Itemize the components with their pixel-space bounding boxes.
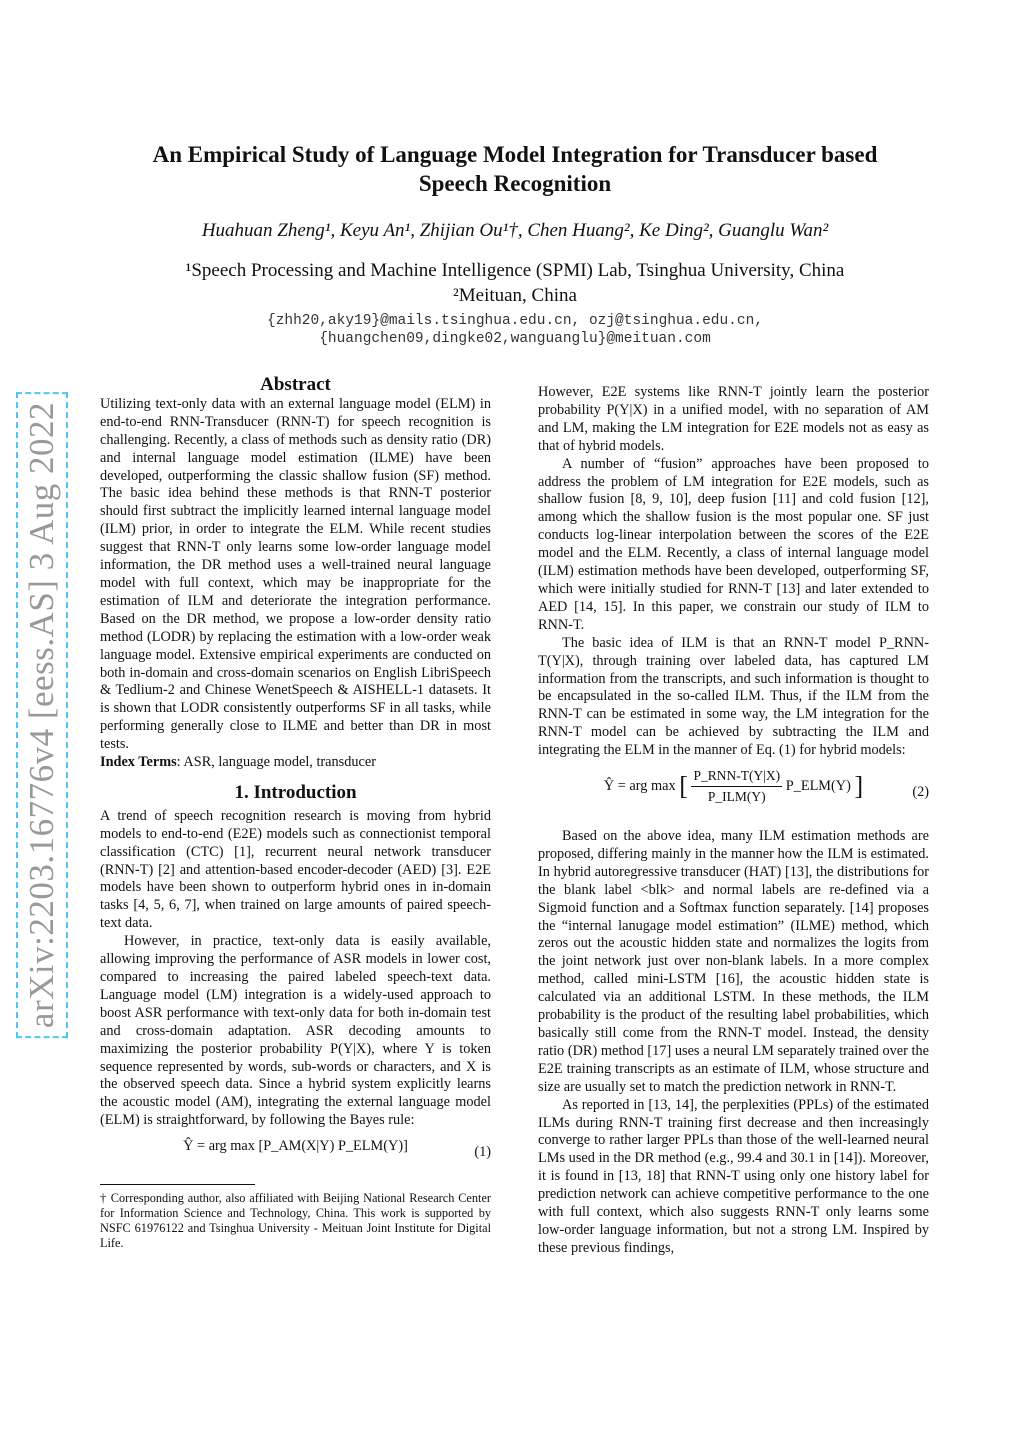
right-paragraph-5: As reported in [13, 14], the perplexities (PPLs) of the estimated ILMs during RNN-T training first decrease and then increasingly converge to rather larger PPLs than those of the well-learned neural LMs used in the DR method (e.g., 99.4 and 30.1 in [14]). Moreover, it is found in [13, 18] that RNN-T using only one history label for prediction network can achieve competitive performance to the one with full context, which also suggests RNN-T only learns some low-order language information, but not a strong LM. Inspired by these previous findings,: [538, 1096, 929, 1256]
footnote: † Corresponding author, also affiliated with Beijing National Research Center for Information Science and Technology, China. This work is supported by NSFC 61976122 and Tsinghua University - Meituan Joint Institute for Digital Life.: [100, 1191, 491, 1251]
title-line-2: Speech Recognition: [418, 171, 612, 196]
equation-2-lhs: Ŷ = arg max: [603, 777, 676, 794]
equation-1: [100, 1136, 491, 1170]
paper-title: [100, 140, 930, 198]
authors: Huahuan Zheng¹, Keyu An¹, Zhijian Ou¹†, Chen Huang², Ke Ding², Guanglu Wan²: [201, 220, 829, 241]
abstract-heading: Abstract: [260, 374, 331, 395]
right-paragraph-1: However, E2E systems like RNN-T jointly learn the posterior probability P(Y|X) in a unified model, with no separation of AM and LM, making the LM integration for E2E models not as easy as that of hybrid models.: [538, 384, 929, 454]
title-line-1: An Empirical Study of Language Model Integration for Transducer based: [152, 142, 878, 167]
introduction-heading: 1. Introduction: [234, 781, 357, 803]
affiliation-1: ¹Speech Processing and Machine Intelligence (SPMI) Lab, Tsinghua University, China: [185, 260, 845, 281]
email-line-1: {zhh20,aky19}@mails.tsinghua.edu.cn, ozj@tsinghua.edu.cn,: [267, 313, 763, 329]
right-paragraph-4: Based on the above idea, many ILM estimation methods are proposed, differing mainly in the manner how the ILM is estimated. In hybrid autoregressive transducer (HAT) [13], the distributions for the blank label <blk> and normal labels are re-defined via a Sigmoid function and a Softmax function separately. [14] proposes the “internal lanugage model estimation” (ILME) method, which zeros out the acoustic hidden state and normalizes the logits from the joint network just over non-blank labels. In a more complex method, called mini-LSTM [16], the acoustic hidden state is calculated via an additional LSTM. In these methods, the ILM probability is the product of the resulting label probabilities, which basically still come from the RNN-T model. Instead, the density ratio (DR) method [17] uses a neural LM separately trained over the E2E training transcripts as an estimate of ILM, whose structure and size are usually set to match the prediction network in RNN-T.: [538, 828, 929, 1095]
index-terms-text: : ASR, language model, transducer: [176, 754, 376, 771]
right-column: [538, 384, 929, 1258]
intro-paragraph-1: A trend of speech recognition research is moving from hybrid models to end-to-end (E2E) models such as connectionist temporal classification (CTC) [1], recurrent neural network transducer (RNN-T) [2] and attention-based encoder-decoder (AED) [3]. E2E models have been shown to outperform hybrid ones in in-domain tasks [4, 5, 6, 7], when trained on large amounts of paired speech-text data.: [100, 807, 491, 932]
footnote-rule: [100, 1184, 255, 1185]
affiliation-2: ²Meituan, China: [453, 285, 577, 306]
arxiv-id[interactable]: arXiv:2203.16776v4 [eess.AS] 3 Aug 2022: [22, 398, 62, 1032]
right-paragraph-3: The basic idea of ILM is that an RNN-T model P_RNN-T(Y|X), through training over labeled data, has captured LM information from the transcripts, and such information is thought to be encapsulated in the so-called ILM. Thus, if the ILM from the RNN-T can be estimated in some way, the LM integration for the RNN-T model can be achieved by subtracting the ILM and integrating the ELM in the manner of Eq. (1) for hybrid models:: [538, 634, 929, 759]
equation-2-fraction: [691, 766, 782, 807]
left-column: [100, 376, 491, 1251]
equation-1-expr: Ŷ = arg max [P_AM(X|Y) P_ELM(Y)]: [183, 1138, 408, 1155]
email-line-2: {huangchen09,dingke02,wanguanglu}@meituan.com: [319, 331, 711, 347]
equation-2-numerator: P_RNN-T(Y|X): [691, 766, 782, 787]
equation-2-expr: Ŷ = arg max [ $\frac{\text{P\_RNN-T(Y|X)}}{\text{P\_ILM(Y)}}$ P_ELM(Y) ]: [604, 766, 863, 807]
equation-2-rhs: P_ELM(Y): [785, 777, 851, 794]
equation-1-number: (1): [474, 1144, 491, 1161]
equation-2: [538, 766, 929, 818]
arxiv-stamp: [16, 401, 68, 1029]
index-terms: [100, 754, 491, 772]
index-terms-label: Index Terms: [100, 754, 177, 771]
right-paragraph-2: A number of “fusion” approaches have been proposed to address the problem of LM integration for E2E models, such as shallow fusion [8, 9, 10], deep fusion [11] and cold fusion [12], among which the shallow fusion is the most popular one. SF just conducts log-linear interpolation between the scores of the E2E model and the ELM. Recently, a class of internal language model (ILM) estimation methods have been developed, outperforming SF, which were initially studied for RNN-T [13] and later extended to AED [14, 15]. In this paper, we constrain our study of ILM to RNN-T.: [538, 455, 929, 633]
intro-paragraph-2: However, in practice, text-only data is easily available, allowing improving the performance of ASR models in lower cost, compared to increasing the paired labeled speech-text data. Language model (LM) integration is a widely-used approach to boost ASR performance with text-only data for both in-domain test and cross-domain adaptation. ASR decoding amounts to maximizing the posterior probability P(Y|X), where Y is token sequence represented by words, sub-words or characters, and X is the observed speech data. Since a hybrid system explicitly learns the acoustic model (AM), integrating the external language model (ELM) is straightforward, by following the Bayes rule:: [100, 933, 491, 1129]
equation-2-number: (2): [912, 784, 929, 801]
equation-2-denominator: P_ILM(Y): [707, 789, 766, 805]
abstract-text: Utilizing text-only data with an external language model (ELM) in end-to-end RNN-Transducer (RNN-T) for speech recognition is challenging. Recently, a class of methods such as density ratio (DR) and internal language model estimation (ILME) have been developed, outperforming the classic shallow fusion (SF) method. The basic idea behind these methods is that RNN-T posterior should first subtract the implicitly learned internal language model (ILM) prior, in order to integrate the ELM. While recent studies suggest that RNN-T only learns some low-order language model information, the DR method uses a well-trained neural language model with full context, which may be inappropriate for the estimation of ILM and deteriorate the integration performance. Based on the DR method, we propose a low-order density ratio method (LODR) by replacing the estimation with a low-order weak language model. Extensive empirical experiments are conducted on both in-domain and cross-domain scenarios on English LibriSpeech & Tedlium-2 and Chinese WenetSpeech & AISHELL-1 datasets. It is shown that LODR consistently outperforms SF in all tasks, while performing generally close to ILME and better than DR in most tests.: [100, 395, 491, 753]
